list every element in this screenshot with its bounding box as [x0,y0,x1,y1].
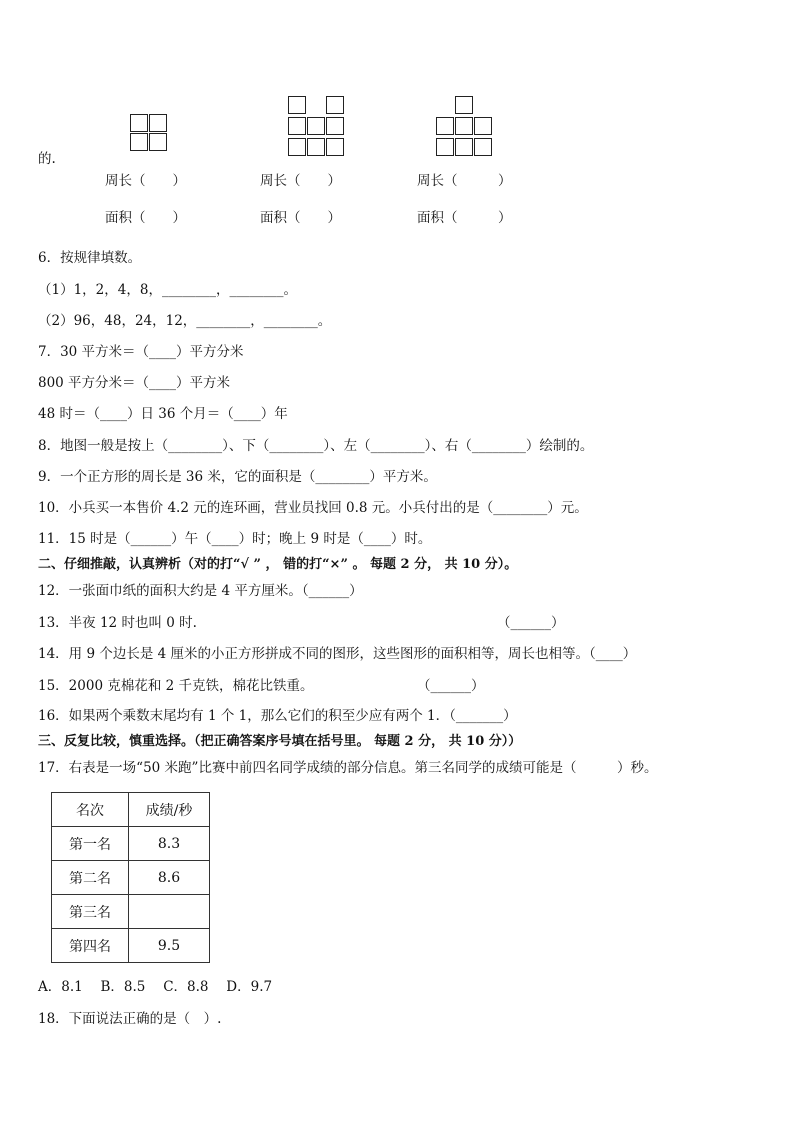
table-cell: 第三名 [52,895,129,929]
section-3-heading: 三、反复比较，慎重选择。（把正确答案序号填在括号里。 每题 2 分， 共 10 分）） [38,734,522,749]
table-cell: 8.6 [129,861,210,895]
table-row [52,895,210,929]
perimeter-label-2: 周长（ ） [260,173,341,189]
q12: 12．一张面巾纸的面积大约是 4 平方厘米。（______） [38,583,363,599]
q6-title: 6．按规律填数。 [38,250,142,266]
q9: 9．一个正方形的周长是 36 米，它的面积是（________）平方米。 [38,469,437,485]
q15: 15．2000 克棉花和 2 千克铁，棉花比铁重。 [38,678,314,694]
perimeter-label-1: 周长（ ） [105,173,186,189]
table-header-cell: 名次 [52,793,129,827]
q7-line3: 48 时＝（____）日 36 个月＝（____）年 [38,406,288,422]
q17: 17．右表是一场“50 米跑”比赛中前四名同学成绩的部分信息。第三名同学的成绩可能是（ ）秒。 [38,760,658,776]
area-label-2: 面积（ ） [260,210,341,226]
q7-line1: 7．30 平方米＝（____）平方分米 [38,344,244,360]
area-label-3: 面积（ ） [417,210,512,226]
q15-blank: （______） [417,678,485,694]
q16: 16．如果两个乘数末尾均有 1 个 1，那么它们的积至少应有两个 1．（_______） [38,708,517,724]
area-label-1: 面积（ ） [105,210,186,226]
table-row [52,861,210,895]
table-cell: 第一名 [52,827,129,861]
table-row [52,929,210,963]
q7-line2: 800 平方分米＝（____）平方米 [38,375,231,391]
table-row [52,827,210,861]
q6-part1: （1）1，2，4，8，________，________。 [38,282,297,298]
q8: 8．地图一般是按上（________）、下（________）、左（________）、右（________）绘制的。 [38,438,594,454]
q11: 11．15 时是（______）午（____）时；晚上 9 时是（____）时。 [38,531,432,547]
section-2-heading: 二、仔细推敲，认真辨析（对的打“√ ” ， 错的打“×” 。 每题 2 分， 共 10 分）。 [38,557,518,572]
table-header-row [52,793,210,827]
q13: 13．半夜 12 时也叫 0 时. [38,615,197,631]
table-cell: 8.3 [129,827,210,861]
q6-part2: （2）96，48，24，12，________，________。 [38,313,332,329]
q18: 18．下面说法正确的是（ ）. [38,1011,222,1027]
table-cell: 第四名 [52,929,129,963]
table-cell [129,895,210,929]
table-cell: 9.5 [129,929,210,963]
q17-options: A．8.1 B．8.5 C．8.8 D．9.7 [38,979,273,995]
de-text: 的. [38,151,56,167]
results-table [51,792,210,963]
q10: 10．小兵买一本售价 4.2 元的连环画，营业员找回 0.8 元。小兵付出的是（________）元。 [38,500,588,516]
table-cell: 第二名 [52,861,129,895]
table-header-cell: 成绩/秒 [129,793,210,827]
q13-blank: （______） [497,615,565,631]
perimeter-label-3: 周长（ ） [417,173,512,189]
q14: 14．用 9 个边长是 4 厘米的小正方形拼成不同的图形，这些图形的面积相等，周长也相等。（____） [38,646,637,662]
